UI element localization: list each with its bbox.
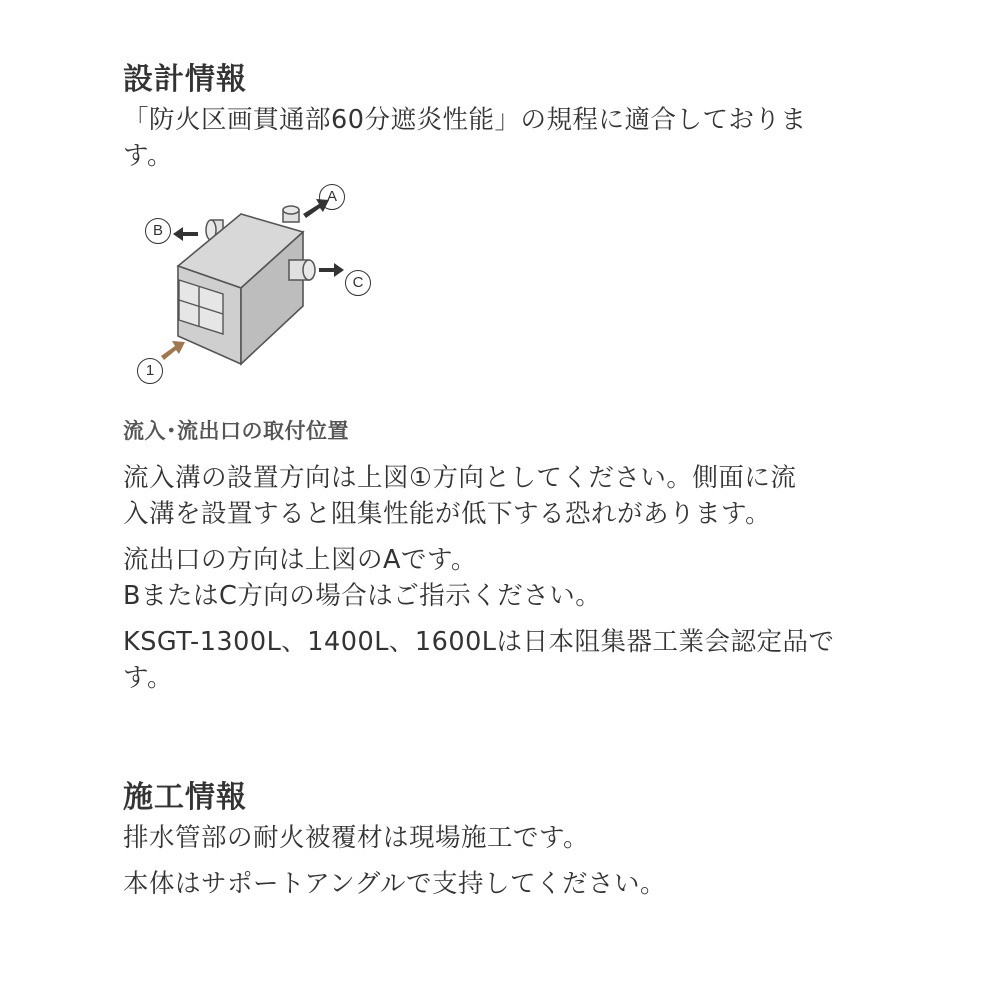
- outflow-line-2: BまたはC方向の場合はご指示ください。: [123, 581, 602, 611]
- outflow-line-1: 流出口の方向は上図のAです。: [123, 545, 477, 575]
- design-intro-line-1: 「防火区画貫通部60分遮炎性能」の規程に適合しておりま: [123, 105, 807, 135]
- design-info-section: [123, 58, 923, 696]
- construction-line-2: 本体はサポートアングルで支持してください。: [123, 869, 666, 899]
- certification-text: [123, 624, 923, 696]
- design-info-heading: 設計情報: [123, 62, 247, 97]
- cert-line-2: す。: [123, 663, 173, 693]
- diagram-caption: 流入･流出口の取付位置: [123, 419, 349, 443]
- design-intro-text: [123, 102, 923, 174]
- construction-info-section: [123, 776, 923, 902]
- pipe-c-stub: [289, 260, 315, 280]
- construction-info-heading: 施工情報: [123, 780, 247, 815]
- construction-line-1: 排水管部の耐火被覆材は現場施工です。: [123, 823, 589, 853]
- label-1-text: 1: [145, 362, 155, 379]
- inflow-line-2: 入溝を設置すると阻集性能が低下する恐れがあります。: [123, 499, 771, 529]
- label-c-text: C: [352, 274, 364, 291]
- inlet-outlet-diagram: [123, 188, 423, 416]
- arrow-c: [319, 263, 344, 277]
- arrow-inflow: [161, 341, 185, 360]
- inflow-instruction-text: [123, 460, 923, 532]
- cert-line-1: KSGT-1300L、1400L、1600Lは日本阻集器工業会認定品で: [123, 627, 835, 657]
- design-intro-line-2: す。: [123, 141, 173, 171]
- inflow-line-1: 流入溝の設置方向は上図①方向としてください。側面に流: [123, 463, 797, 493]
- label-a-badge: [319, 184, 345, 210]
- interceptor-box: [178, 214, 303, 364]
- pipe-a-stub: [283, 206, 299, 222]
- arrow-b: [173, 227, 198, 241]
- label-1-badge: [137, 358, 163, 384]
- label-b-badge: [145, 218, 171, 244]
- label-c-badge: [345, 270, 371, 296]
- outflow-instruction-text: [123, 542, 923, 614]
- page: [123, 58, 923, 902]
- label-b-text: B: [152, 222, 163, 239]
- label-a-text: A: [326, 188, 337, 205]
